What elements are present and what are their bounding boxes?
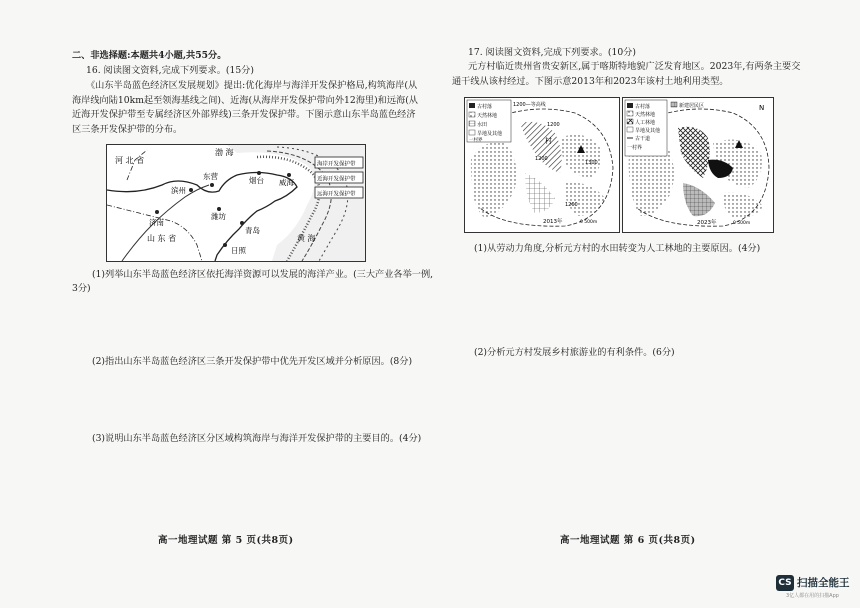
legend-2013-3: 旱地及其他 [477, 131, 503, 137]
label-binzhou: 滨州 [171, 186, 186, 195]
elev-2013-2: 1300 [585, 160, 598, 166]
year-2023: 2023年 [697, 220, 717, 226]
legend-2023-1: 天然林地 [635, 112, 656, 118]
legend-nearshore: 近海开发保护带 [317, 176, 356, 183]
q17-intro: 17. 阅读图文资料,完成下列要求。(10分) [468, 47, 636, 58]
legend-2013-boundary: 一村界 [469, 138, 483, 143]
q16-sub3: (3)说明山东半岛蓝色经济区分区域构筑海岸与海洋开发保护带的主要目的。(4分) [92, 433, 422, 444]
label-shandong: 山 东 省 [147, 234, 177, 243]
legend-offshore: 远海开发保护带 [317, 191, 356, 198]
map-legend [315, 157, 363, 198]
footer-page-5: 高一地理试题 第 5 页(共8页) [158, 535, 294, 546]
legend-coast: 海岸开发保护带 [317, 161, 356, 168]
label-dongying: 东营 [203, 172, 218, 181]
label-weifang: 潍坊 [211, 212, 226, 221]
legend-2023-new-residential: 新建居民区 [679, 103, 705, 109]
village-char-2013: 村 [545, 137, 552, 145]
q16-sub1: (1)列举山东半岛蓝色经济区依托海洋资源可以发展的海洋产业。(三大产业各举一例, [92, 269, 434, 280]
right-page [430, 0, 860, 608]
q17-sub1: (1)从劳动力角度,分析元方村的水田转变为人工林地的主要原因。(4分) [474, 243, 761, 254]
contour-label-2013: 1200—等高线 [513, 102, 546, 108]
q16-intro: 16. 阅读图文资料,完成下列要求。(15分) [86, 65, 254, 76]
footer-page-6: 高一地理试题 第 6 页(共8页) [560, 535, 696, 546]
label-weihai: 威海 [279, 178, 294, 187]
north-arrow-2023: N [759, 104, 765, 112]
camscanner-name: 扫描全能王 [797, 577, 850, 589]
scale-2013: 0 500m [580, 220, 598, 225]
legend-2013-0: 古村落 [477, 104, 493, 110]
year-2013: 2013年 [543, 219, 563, 225]
q16-sub1-cont: 3分) [72, 283, 91, 294]
label-bohai: 渤 海 [215, 148, 234, 157]
q16-passage: 《山东半岛蓝色经济区发展规划》提出:优化海岸与海洋开发保护格局,构筑海岸(从海岸线向陆10km起至领海基线之间)、近海(从海岸开发保护带向外12海里)和远海(从近海开发保护带至专属经济区外部界线)三条开发保护带。下图示意山东半岛蓝色经济区三条开发保护带的分布。 [72, 80, 418, 135]
label-qingdao: 青岛 [245, 226, 260, 235]
legend-2013-1: 天然林地 [477, 113, 498, 119]
legend-2023-0: 古村落 [635, 104, 651, 110]
label-huanghai: 黄 海 [297, 234, 316, 243]
elev-2013-0: 1200 [547, 122, 560, 128]
section-heading: 二、非选择题:本题共4小题,共55分。 [72, 50, 227, 61]
legend-2023-3: 旱地及其他 [635, 128, 661, 134]
q17-sub2: (2)分析元方村发展乡村旅游业的有利条件。(6分) [474, 347, 675, 358]
map-2023 [622, 97, 774, 233]
q16-sub2: (2)指出山东半岛蓝色经济区三条开发保护带中优先开发区域并分析原因。(8分) [92, 356, 413, 367]
legend-2023-4: 古干道 [635, 136, 651, 142]
elev-2013-1: 1200 [535, 156, 548, 162]
label-jinan: 济南 [149, 218, 164, 227]
legend-2013-2: 水田 [477, 122, 488, 128]
camscanner-subtitle: 3亿人都在用的扫描App [786, 593, 839, 599]
elev-2013-3: 1260 [565, 202, 578, 208]
legend-2023-5: 一村界 [627, 145, 643, 151]
legend-2023-2: 人工林地 [635, 120, 656, 126]
camscanner-logo: CS [776, 575, 794, 591]
label-rizhao: 日照 [231, 246, 246, 255]
scale-2023: 0 500m [733, 221, 751, 226]
q17-passage: 元方村临近贵州省贵安新区,属于喀斯特地貌广泛发育地区。2023年,有两条主要交通干线从该村经过。下图示意2013年和2023年该村土地利用类型。 [452, 61, 801, 87]
shandong-map [106, 144, 366, 262]
label-hebei: 河 北 省 [115, 156, 145, 165]
map-2013 [464, 97, 620, 233]
label-yantai: 烟台 [249, 176, 264, 185]
